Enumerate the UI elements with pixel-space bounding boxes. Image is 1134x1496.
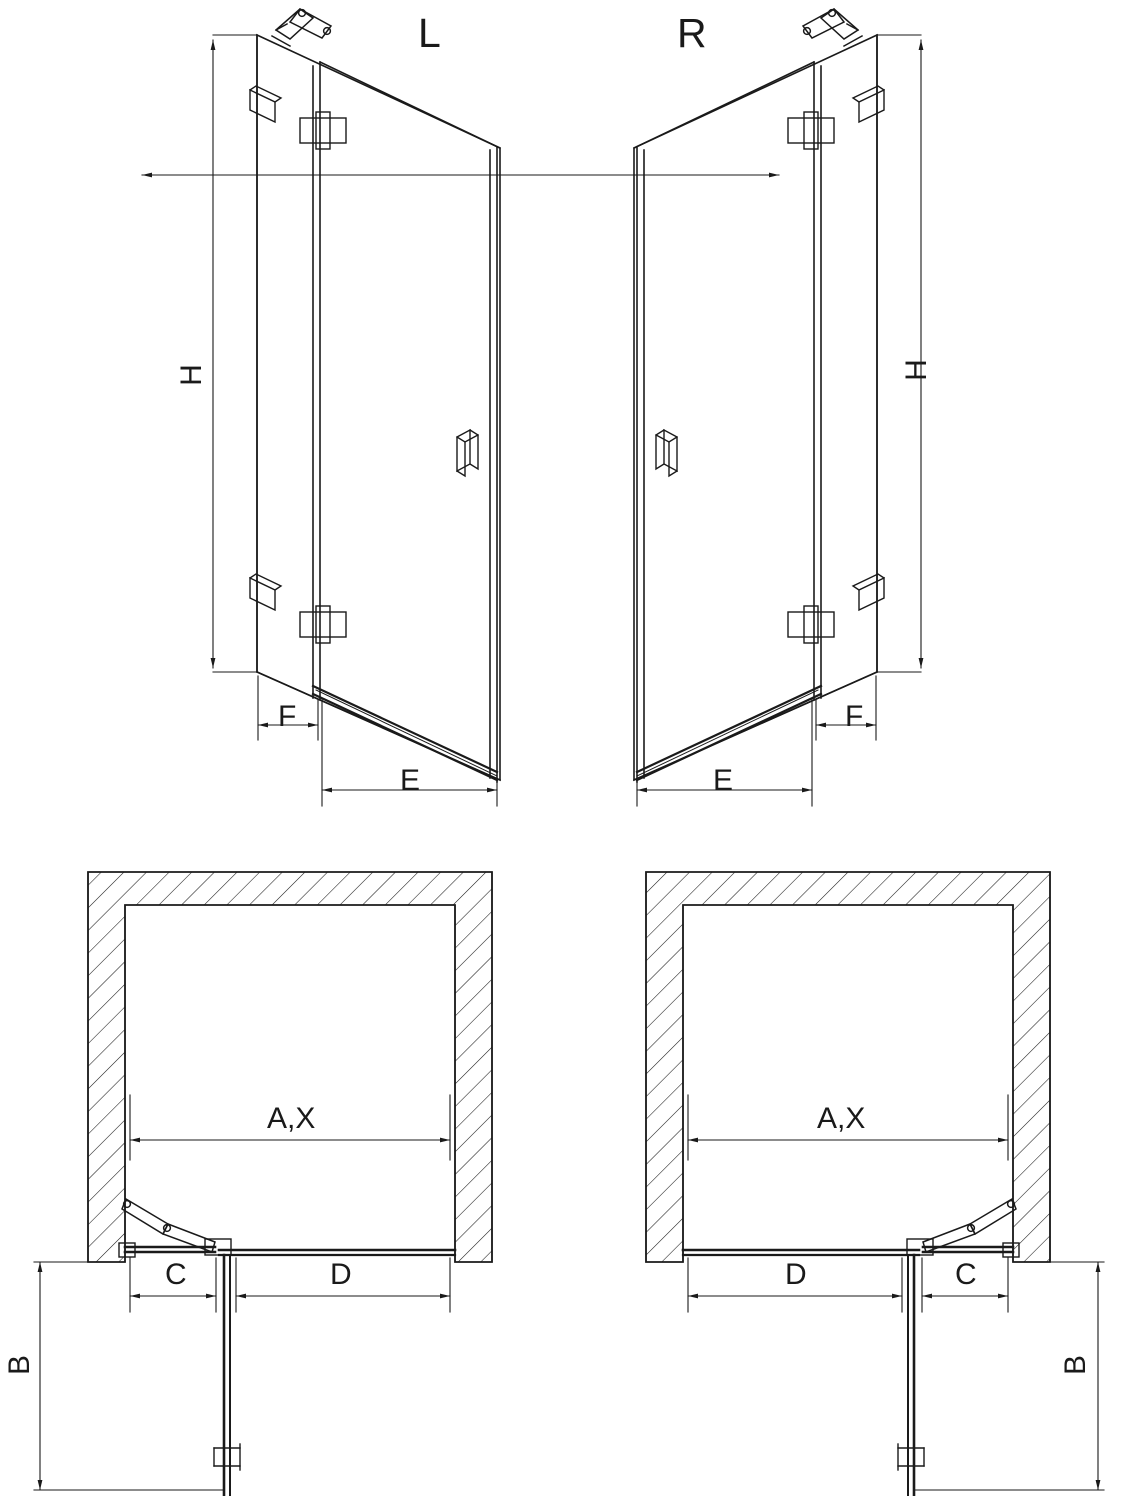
dimension-label-h-right: H [900, 359, 933, 381]
dimension-label-ax-left: A,X [267, 1102, 316, 1135]
plan-view-left [34, 872, 492, 1496]
dimension-label-e-left: E [400, 764, 421, 797]
dimension-label-h-left: H [175, 364, 208, 386]
dimension-label-e-right: E [713, 764, 734, 797]
iso-view-left [142, 9, 779, 806]
view-label-left-variant: L [418, 10, 441, 56]
plan-view-right [646, 872, 1104, 1496]
dimension-label-ax-right: A,X [817, 1102, 866, 1135]
iso-view-right [634, 9, 921, 806]
dimension-label-b-left: B [3, 1355, 36, 1376]
dimension-label-c-left: C [165, 1258, 187, 1291]
view-label-right-variant: R [677, 10, 707, 56]
dimension-label-b-right: B [1059, 1355, 1092, 1376]
dimension-label-d-left: D [330, 1258, 352, 1291]
dimension-label-f-right: F [845, 700, 864, 733]
dimension-label-c-right: C [955, 1258, 977, 1291]
dimension-label-f-left: F [278, 700, 297, 733]
dimension-label-d-right: D [785, 1258, 807, 1291]
